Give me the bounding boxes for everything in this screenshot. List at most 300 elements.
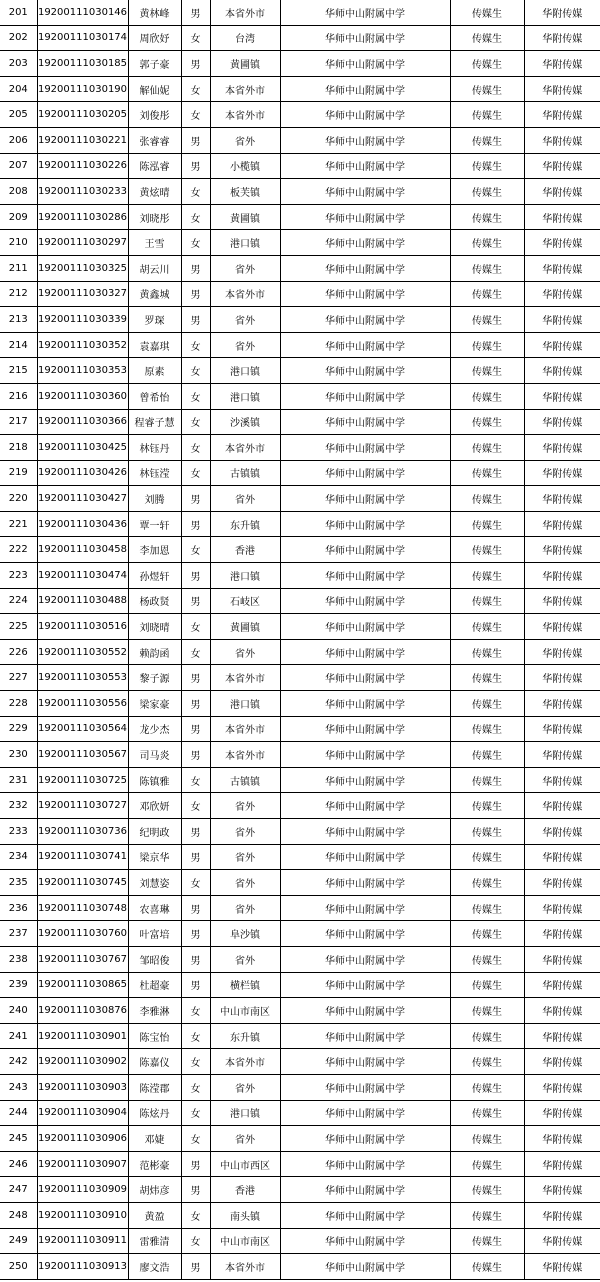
school-cell: 华师中山附属中学 (280, 179, 450, 205)
category-cell: 传媒生 (450, 51, 524, 77)
origin-cell: 省外 (210, 895, 280, 921)
table-row (0, 1049, 600, 1075)
category-cell: 传媒生 (450, 1023, 524, 1049)
school-cell: 华师中山附属中学 (280, 383, 450, 409)
category-cell: 传媒生 (450, 76, 524, 102)
category-cell: 传媒生 (450, 332, 524, 358)
program-cell: 华附传媒 (524, 1202, 600, 1228)
row-number-cell: 237 (0, 921, 37, 947)
row-number-cell: 220 (0, 486, 37, 512)
category-cell: 传媒生 (450, 767, 524, 793)
school-cell: 华师中山附属中学 (280, 230, 450, 256)
row-number-cell: 221 (0, 511, 37, 537)
category-cell: 传媒生 (450, 255, 524, 281)
student-id-cell: 19200111030427 (37, 486, 128, 512)
program-cell: 华附传媒 (524, 1254, 600, 1280)
student-id-cell: 19200111030426 (37, 460, 128, 486)
origin-cell: 中山市西区 (210, 1151, 280, 1177)
origin-cell: 港口镇 (210, 563, 280, 589)
program-cell: 华附传媒 (524, 972, 600, 998)
gender-cell: 女 (181, 230, 210, 256)
category-cell: 传媒生 (450, 793, 524, 819)
category-cell: 传媒生 (450, 614, 524, 640)
table-row (0, 691, 600, 717)
origin-cell: 本省外市 (210, 742, 280, 768)
gender-cell: 男 (181, 895, 210, 921)
table-row (0, 511, 600, 537)
program-cell: 华附传媒 (524, 870, 600, 896)
category-cell: 传媒生 (450, 127, 524, 153)
school-cell: 华师中山附属中学 (280, 1151, 450, 1177)
category-cell: 传媒生 (450, 870, 524, 896)
row-number-cell: 223 (0, 563, 37, 589)
school-cell: 华师中山附属中学 (280, 844, 450, 870)
row-number-cell: 213 (0, 307, 37, 333)
gender-cell: 男 (181, 588, 210, 614)
category-cell: 传媒生 (450, 102, 524, 128)
gender-cell: 男 (181, 1177, 210, 1203)
gender-cell: 女 (181, 870, 210, 896)
table-row (0, 588, 600, 614)
origin-cell: 本省外市 (210, 102, 280, 128)
program-cell: 华附传媒 (524, 1151, 600, 1177)
row-number-cell: 222 (0, 537, 37, 563)
row-number-cell: 227 (0, 665, 37, 691)
school-cell: 华师中山附属中学 (280, 358, 450, 384)
row-number-cell: 215 (0, 358, 37, 384)
program-cell: 华附传媒 (524, 460, 600, 486)
origin-cell: 省外 (210, 819, 280, 845)
name-cell: 赖韵函 (128, 639, 181, 665)
origin-cell: 本省外市 (210, 0, 280, 25)
origin-cell: 省外 (210, 307, 280, 333)
school-cell: 华师中山附属中学 (280, 25, 450, 51)
category-cell: 传媒生 (450, 1254, 524, 1280)
name-cell: 农喜琳 (128, 895, 181, 921)
category-cell: 传媒生 (450, 972, 524, 998)
row-number-cell: 201 (0, 0, 37, 25)
name-cell: 梁京华 (128, 844, 181, 870)
origin-cell: 东升镇 (210, 1023, 280, 1049)
gender-cell: 男 (181, 307, 210, 333)
table-row (0, 307, 600, 333)
origin-cell: 港口镇 (210, 358, 280, 384)
table-row (0, 1202, 600, 1228)
program-cell: 华附传媒 (524, 537, 600, 563)
name-cell: 刘晓彤 (128, 204, 181, 230)
table-row (0, 1126, 600, 1152)
school-cell: 华师中山附属中学 (280, 1023, 450, 1049)
origin-cell: 省外 (210, 844, 280, 870)
student-id-cell: 19200111030564 (37, 716, 128, 742)
program-cell: 华附传媒 (524, 614, 600, 640)
name-cell: 陈泓睿 (128, 153, 181, 179)
gender-cell: 女 (181, 76, 210, 102)
row-number-cell: 207 (0, 153, 37, 179)
gender-cell: 女 (181, 1202, 210, 1228)
category-cell: 传媒生 (450, 230, 524, 256)
student-id-cell: 19200111030913 (37, 1254, 128, 1280)
student-id-cell: 19200111030327 (37, 281, 128, 307)
table-row (0, 25, 600, 51)
name-cell: 范彬豪 (128, 1151, 181, 1177)
student-id-cell: 19200111030353 (37, 358, 128, 384)
name-cell: 邓婕 (128, 1126, 181, 1152)
student-id-cell: 19200111030352 (37, 332, 128, 358)
school-cell: 华师中山附属中学 (280, 819, 450, 845)
gender-cell: 女 (181, 179, 210, 205)
name-cell: 罗琛 (128, 307, 181, 333)
name-cell: 黄盈 (128, 1202, 181, 1228)
category-cell: 传媒生 (450, 409, 524, 435)
row-number-cell: 236 (0, 895, 37, 921)
origin-cell: 港口镇 (210, 1100, 280, 1126)
row-number-cell: 224 (0, 588, 37, 614)
gender-cell: 男 (181, 742, 210, 768)
table-row (0, 1100, 600, 1126)
origin-cell: 香港 (210, 1177, 280, 1203)
table-row (0, 563, 600, 589)
origin-cell: 省外 (210, 1074, 280, 1100)
name-cell: 林钰滢 (128, 460, 181, 486)
name-cell: 邓欣妍 (128, 793, 181, 819)
school-cell: 华师中山附属中学 (280, 691, 450, 717)
name-cell: 陈炫丹 (128, 1100, 181, 1126)
program-cell: 华附传媒 (524, 793, 600, 819)
name-cell: 原素 (128, 358, 181, 384)
program-cell: 华附传媒 (524, 383, 600, 409)
row-number-cell: 243 (0, 1074, 37, 1100)
program-cell: 华附传媒 (524, 332, 600, 358)
name-cell: 廖文浩 (128, 1254, 181, 1280)
row-number-cell: 209 (0, 204, 37, 230)
row-number-cell: 208 (0, 179, 37, 205)
table-row (0, 998, 600, 1024)
gender-cell: 男 (181, 972, 210, 998)
program-cell: 华附传媒 (524, 742, 600, 768)
name-cell: 张睿睿 (128, 127, 181, 153)
row-number-cell: 228 (0, 691, 37, 717)
name-cell: 黄炫晴 (128, 179, 181, 205)
table-row (0, 665, 600, 691)
student-id-cell: 19200111030876 (37, 998, 128, 1024)
origin-cell: 本省外市 (210, 1049, 280, 1075)
name-cell: 司马炎 (128, 742, 181, 768)
student-id-cell: 19200111030297 (37, 230, 128, 256)
name-cell: 曾希怡 (128, 383, 181, 409)
school-cell: 华师中山附属中学 (280, 281, 450, 307)
origin-cell: 南头镇 (210, 1202, 280, 1228)
row-number-cell: 206 (0, 127, 37, 153)
table-row (0, 614, 600, 640)
table-row (0, 486, 600, 512)
row-number-cell: 233 (0, 819, 37, 845)
name-cell: 杜超豪 (128, 972, 181, 998)
school-cell: 华师中山附属中学 (280, 1126, 450, 1152)
program-cell: 华附传媒 (524, 1100, 600, 1126)
table-row (0, 1023, 600, 1049)
school-cell: 华师中山附属中学 (280, 204, 450, 230)
school-cell: 华师中山附属中学 (280, 332, 450, 358)
origin-cell: 省外 (210, 255, 280, 281)
row-number-cell: 238 (0, 946, 37, 972)
origin-cell: 本省外市 (210, 281, 280, 307)
program-cell: 华附传媒 (524, 511, 600, 537)
program-cell: 华附传媒 (524, 921, 600, 947)
origin-cell: 板芙镇 (210, 179, 280, 205)
student-id-cell: 19200111030902 (37, 1049, 128, 1075)
category-cell: 传媒生 (450, 921, 524, 947)
table-row (0, 0, 600, 25)
school-cell: 华师中山附属中学 (280, 614, 450, 640)
row-number-cell: 240 (0, 998, 37, 1024)
table-row (0, 946, 600, 972)
name-cell: 覃一轩 (128, 511, 181, 537)
name-cell: 刘俊彤 (128, 102, 181, 128)
student-id-cell: 19200111030903 (37, 1074, 128, 1100)
school-cell: 华师中山附属中学 (280, 1100, 450, 1126)
gender-cell: 女 (181, 332, 210, 358)
row-number-cell: 247 (0, 1177, 37, 1203)
table-row (0, 1177, 600, 1203)
student-id-cell: 19200111030205 (37, 102, 128, 128)
school-cell: 华师中山附属中学 (280, 102, 450, 128)
row-number-cell: 230 (0, 742, 37, 768)
school-cell: 华师中山附属中学 (280, 1228, 450, 1254)
origin-cell: 省外 (210, 332, 280, 358)
origin-cell: 本省外市 (210, 1254, 280, 1280)
category-cell: 传媒生 (450, 1151, 524, 1177)
table-row (0, 76, 600, 102)
student-id-cell: 19200111030458 (37, 537, 128, 563)
table-row (0, 358, 600, 384)
school-cell: 华师中山附属中学 (280, 1074, 450, 1100)
program-cell: 华附传媒 (524, 716, 600, 742)
student-id-cell: 19200111030185 (37, 51, 128, 77)
student-id-cell: 19200111030552 (37, 639, 128, 665)
student-id-cell: 19200111030909 (37, 1177, 128, 1203)
row-number-cell: 204 (0, 76, 37, 102)
gender-cell: 男 (181, 819, 210, 845)
name-cell: 陈镇雅 (128, 767, 181, 793)
gender-cell: 男 (181, 563, 210, 589)
table-row (0, 639, 600, 665)
name-cell: 周欣妤 (128, 25, 181, 51)
row-number-cell: 232 (0, 793, 37, 819)
row-number-cell: 217 (0, 409, 37, 435)
origin-cell: 省外 (210, 870, 280, 896)
name-cell: 程睿子慧 (128, 409, 181, 435)
student-id-cell: 19200111030436 (37, 511, 128, 537)
program-cell: 华附传媒 (524, 946, 600, 972)
school-cell: 华师中山附属中学 (280, 998, 450, 1024)
school-cell: 华师中山附属中学 (280, 435, 450, 461)
row-number-cell: 242 (0, 1049, 37, 1075)
name-cell: 解仙妮 (128, 76, 181, 102)
gender-cell: 男 (181, 716, 210, 742)
gender-cell: 男 (181, 0, 210, 25)
gender-cell: 女 (181, 460, 210, 486)
origin-cell: 台湾 (210, 25, 280, 51)
table-row (0, 537, 600, 563)
name-cell: 邹昭俊 (128, 946, 181, 972)
program-cell: 华附传媒 (524, 409, 600, 435)
program-cell: 华附传媒 (524, 307, 600, 333)
name-cell: 李加恩 (128, 537, 181, 563)
origin-cell: 黄圃镇 (210, 204, 280, 230)
school-cell: 华师中山附属中学 (280, 870, 450, 896)
program-cell: 华附传媒 (524, 665, 600, 691)
origin-cell: 省外 (210, 486, 280, 512)
gender-cell: 女 (181, 998, 210, 1024)
program-cell: 华附传媒 (524, 1023, 600, 1049)
student-id-cell: 19200111030190 (37, 76, 128, 102)
table-row (0, 972, 600, 998)
table-row (0, 844, 600, 870)
program-cell: 华附传媒 (524, 435, 600, 461)
name-cell: 黄林峰 (128, 0, 181, 25)
row-number-cell: 212 (0, 281, 37, 307)
name-cell: 陈滢郡 (128, 1074, 181, 1100)
row-number-cell: 239 (0, 972, 37, 998)
school-cell: 华师中山附属中学 (280, 563, 450, 589)
gender-cell: 女 (181, 1126, 210, 1152)
student-id-cell: 19200111030567 (37, 742, 128, 768)
table-row (0, 793, 600, 819)
table-row (0, 179, 600, 205)
category-cell: 传媒生 (450, 742, 524, 768)
name-cell: 王雪 (128, 230, 181, 256)
school-cell: 华师中山附属中学 (280, 639, 450, 665)
row-number-cell: 244 (0, 1100, 37, 1126)
table-row (0, 819, 600, 845)
gender-cell: 女 (181, 358, 210, 384)
gender-cell: 女 (181, 204, 210, 230)
student-id-cell: 19200111030906 (37, 1126, 128, 1152)
origin-cell: 古镇镇 (210, 460, 280, 486)
table-row (0, 742, 600, 768)
program-cell: 华附传媒 (524, 486, 600, 512)
student-id-cell: 19200111030233 (37, 179, 128, 205)
row-number-cell: 214 (0, 332, 37, 358)
name-cell: 袁嘉琪 (128, 332, 181, 358)
origin-cell: 本省外市 (210, 665, 280, 691)
gender-cell: 男 (181, 127, 210, 153)
program-cell: 华附传媒 (524, 844, 600, 870)
student-id-cell: 19200111030748 (37, 895, 128, 921)
program-cell: 华附传媒 (524, 358, 600, 384)
gender-cell: 男 (181, 281, 210, 307)
name-cell: 杨政贤 (128, 588, 181, 614)
school-cell: 华师中山附属中学 (280, 1177, 450, 1203)
student-id-cell: 19200111030760 (37, 921, 128, 947)
category-cell: 传媒生 (450, 179, 524, 205)
program-cell: 华附传媒 (524, 819, 600, 845)
gender-cell: 女 (181, 1023, 210, 1049)
origin-cell: 石岐区 (210, 588, 280, 614)
table-row (0, 409, 600, 435)
program-cell: 华附传媒 (524, 895, 600, 921)
origin-cell: 沙溪镇 (210, 409, 280, 435)
student-id-cell: 19200111030904 (37, 1100, 128, 1126)
category-cell: 传媒生 (450, 511, 524, 537)
origin-cell: 省外 (210, 127, 280, 153)
gender-cell: 男 (181, 1151, 210, 1177)
row-number-cell: 205 (0, 102, 37, 128)
student-id-cell: 19200111030901 (37, 1023, 128, 1049)
table-row (0, 460, 600, 486)
program-cell: 华附传媒 (524, 51, 600, 77)
category-cell: 传媒生 (450, 1177, 524, 1203)
origin-cell: 中山市南区 (210, 998, 280, 1024)
student-id-cell: 19200111030339 (37, 307, 128, 333)
program-cell: 华附传媒 (524, 255, 600, 281)
row-number-cell: 235 (0, 870, 37, 896)
student-id-cell: 19200111030911 (37, 1228, 128, 1254)
gender-cell: 女 (181, 1049, 210, 1075)
student-id-cell: 19200111030325 (37, 255, 128, 281)
school-cell: 华师中山附属中学 (280, 307, 450, 333)
origin-cell: 香港 (210, 537, 280, 563)
table-row (0, 204, 600, 230)
program-cell: 华附传媒 (524, 76, 600, 102)
origin-cell: 横栏镇 (210, 972, 280, 998)
school-cell: 华师中山附属中学 (280, 1254, 450, 1280)
table-row (0, 383, 600, 409)
student-id-cell: 19200111030907 (37, 1151, 128, 1177)
row-number-cell: 234 (0, 844, 37, 870)
student-id-cell: 19200111030727 (37, 793, 128, 819)
category-cell: 传媒生 (450, 563, 524, 589)
gender-cell: 男 (181, 51, 210, 77)
table-row (0, 435, 600, 461)
gender-cell: 女 (181, 383, 210, 409)
student-id-cell: 19200111030556 (37, 691, 128, 717)
category-cell: 传媒生 (450, 1074, 524, 1100)
school-cell: 华师中山附属中学 (280, 665, 450, 691)
gender-cell: 女 (181, 537, 210, 563)
student-id-cell: 19200111030366 (37, 409, 128, 435)
gender-cell: 女 (181, 614, 210, 640)
origin-cell: 港口镇 (210, 383, 280, 409)
school-cell: 华师中山附属中学 (280, 921, 450, 947)
program-cell: 华附传媒 (524, 691, 600, 717)
origin-cell: 古镇镇 (210, 767, 280, 793)
origin-cell: 小榄镇 (210, 153, 280, 179)
school-cell: 华师中山附属中学 (280, 537, 450, 563)
school-cell: 华师中山附属中学 (280, 127, 450, 153)
category-cell: 传媒生 (450, 486, 524, 512)
school-cell: 华师中山附属中学 (280, 409, 450, 435)
row-number-cell: 249 (0, 1228, 37, 1254)
student-id-cell: 19200111030488 (37, 588, 128, 614)
gender-cell: 男 (181, 511, 210, 537)
name-cell: 纪明政 (128, 819, 181, 845)
table-row (0, 895, 600, 921)
category-cell: 传媒生 (450, 665, 524, 691)
gender-cell: 男 (181, 921, 210, 947)
program-cell: 华附传媒 (524, 204, 600, 230)
program-cell: 华附传媒 (524, 998, 600, 1024)
category-cell: 传媒生 (450, 1228, 524, 1254)
category-cell: 传媒生 (450, 691, 524, 717)
student-id-cell: 19200111030745 (37, 870, 128, 896)
student-id-cell: 19200111030474 (37, 563, 128, 589)
school-cell: 华师中山附属中学 (280, 946, 450, 972)
program-cell: 华附传媒 (524, 1074, 600, 1100)
table-row (0, 716, 600, 742)
name-cell: 孙煜轩 (128, 563, 181, 589)
